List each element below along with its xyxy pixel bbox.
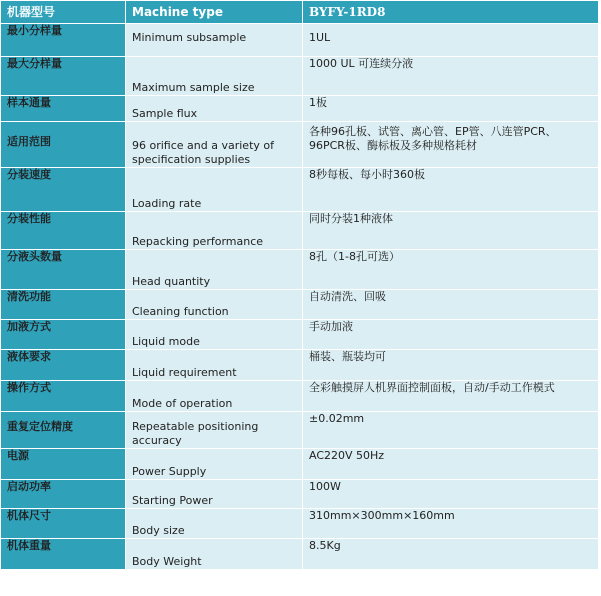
row-label-zh: 机体重量 [1, 539, 126, 570]
row-label-en: Mode of operation [126, 381, 303, 412]
row-label-en: Loading rate [126, 168, 303, 212]
row-value: 1000 UL 可连续分液 [303, 57, 599, 96]
row-label-en: Liquid requirement [126, 350, 303, 381]
table-row [1, 449, 599, 480]
row-label-en: Sample flux [126, 96, 303, 122]
row-label-en: Starting Power [126, 480, 303, 509]
row-label-zh: 清洗功能 [1, 290, 126, 320]
row-label-zh: 分装性能 [1, 212, 126, 250]
row-value: 手动加液 [303, 320, 599, 350]
row-label-zh: 机体尺寸 [1, 509, 126, 539]
table-row [1, 412, 599, 449]
row-value: 8.5Kg [303, 539, 599, 570]
row-label-zh: 电源 [1, 449, 126, 480]
row-value: 100W [303, 480, 599, 509]
row-label-zh: 样本通量 [1, 96, 126, 122]
header-model-label: 机器型号 [1, 1, 126, 24]
row-label-en: Head quantity [126, 250, 303, 290]
table-row [1, 290, 599, 320]
table-row [1, 480, 599, 509]
row-label-en: Cleaning function [126, 290, 303, 320]
header-model-value: BYFY-1RD8 [303, 1, 599, 24]
table-header-row [1, 1, 599, 24]
row-label-zh: 操作方式 [1, 381, 126, 412]
row-label-en: Maximum sample size [126, 57, 303, 96]
row-value: 1板 [303, 96, 599, 122]
row-label-en: Repacking performance [126, 212, 303, 250]
row-label-en: Liquid mode [126, 320, 303, 350]
row-value: AC220V 50Hz [303, 449, 599, 480]
row-label-en: Body size [126, 509, 303, 539]
row-value: 310mm×300mm×160mm [303, 509, 599, 539]
row-value: 8秒每板、每小时360板 [303, 168, 599, 212]
row-label-zh: 加液方式 [1, 320, 126, 350]
table-row [1, 539, 599, 570]
row-label-zh: 最大分样量 [1, 57, 126, 96]
row-label-zh: 最小分样量 [1, 24, 126, 57]
row-value: 桶装、瓶装均可 [303, 350, 599, 381]
table-row [1, 381, 599, 412]
row-value: 自动清洗、回吸 [303, 290, 599, 320]
row-label-zh: 适用范围 [1, 122, 126, 168]
table-row [1, 122, 599, 168]
row-value: 各种96孔板、试管、离心管、EP管、八连管PCR、96PCR板、酶标板及多种规格耗材 [303, 122, 599, 168]
table-row [1, 24, 599, 57]
row-label-en: 96 orifice and a variety of specification supplies [126, 122, 303, 168]
row-label-zh: 分装速度 [1, 168, 126, 212]
header-machine-type-label: Machine type [126, 1, 303, 24]
row-value: 同时分装1种液体 [303, 212, 599, 250]
row-label-en: Minimum subsample [126, 24, 303, 57]
row-label-zh: 分液头数量 [1, 250, 126, 290]
table-row [1, 320, 599, 350]
row-label-en: Body Weight [126, 539, 303, 570]
row-label-en: Repeatable positioning accuracy [126, 412, 303, 449]
row-label-zh: 液体要求 [1, 350, 126, 381]
row-label-zh: 重复定位精度 [1, 412, 126, 449]
table-row [1, 212, 599, 250]
table-row [1, 250, 599, 290]
row-label-en: Power Supply [126, 449, 303, 480]
row-value: 全彩触摸屏人机界面控制面板，自动/手动工作模式 [303, 381, 599, 412]
row-value: 1UL [303, 24, 599, 57]
table-row [1, 96, 599, 122]
row-value: ±0.02mm [303, 412, 599, 449]
row-value: 8孔（1-8孔可选） [303, 250, 599, 290]
table-row [1, 350, 599, 381]
row-label-zh: 启动功率 [1, 480, 126, 509]
table-row [1, 57, 599, 96]
table-row [1, 509, 599, 539]
table-row [1, 168, 599, 212]
